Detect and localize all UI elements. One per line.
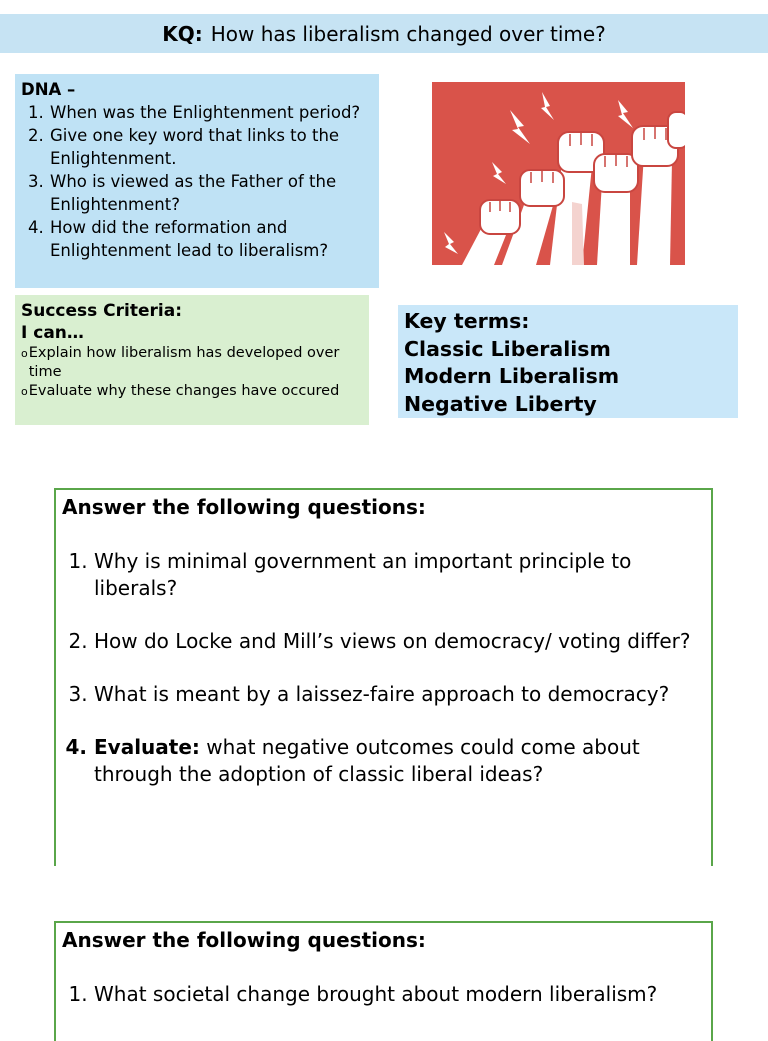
success-criteria-title: Success Criteria: <box>21 301 183 321</box>
kq-text: How has liberalism changed over time? <box>210 21 606 46</box>
success-criteria-text: Evaluate why these changes have occured <box>28 383 340 399</box>
dna-item: 4. How did the reformation and Enlightenment lead to liberalism? <box>49 216 373 262</box>
dna-box <box>15 74 379 288</box>
question-item: 1. What societal change brought about modern liberalism? <box>94 981 705 1008</box>
questions-title: Answer the following questions: <box>62 495 426 519</box>
key-term: Modern Liberalism <box>404 364 620 388</box>
question-item <box>94 734 705 788</box>
questions-box-1 <box>54 488 713 866</box>
questions-list <box>62 548 705 788</box>
key-question-banner <box>0 14 768 53</box>
key-term: Classic Liberalism <box>404 336 611 361</box>
bullet-icon: o <box>21 347 28 360</box>
success-criteria-box <box>15 295 369 425</box>
dna-list <box>21 101 373 262</box>
key-terms-box <box>398 305 738 418</box>
questions-title: Answer the following questions: <box>62 928 426 952</box>
dna-title: DNA – <box>21 80 76 99</box>
success-criteria-item <box>21 344 363 382</box>
questions-list <box>62 981 705 1008</box>
question-item: 2. How do Locke and Mill’s views on democracy/ voting differ? <box>94 628 705 655</box>
dna-item: 3. Who is viewed as the Father of the Enlightenment? <box>49 170 373 216</box>
success-criteria-subtitle: I can… <box>21 323 84 343</box>
bullet-icon: o <box>21 385 28 398</box>
question-item: 3. What is meant by a laissez-faire approach to democracy? <box>94 681 705 708</box>
success-criteria-item <box>21 382 363 401</box>
raised-fists-illustration <box>432 82 685 265</box>
evaluate-text: what negative outcomes could come about through the adoption of classic liberal ideas? <box>94 735 640 786</box>
question-item: 1. Why is minimal government an important principle to liberals? <box>94 548 705 602</box>
key-terms-title: Key terms: <box>404 309 530 333</box>
kq-label: KQ: <box>162 21 203 46</box>
success-criteria-text: Explain how liberalism has developed over time <box>28 345 340 380</box>
key-term: Negative Liberty <box>404 391 597 416</box>
questions-box-2 <box>54 921 713 1041</box>
dna-item: 1. When was the Enlightenment period? <box>49 101 373 124</box>
evaluate-label: Evaluate: <box>94 735 200 759</box>
dna-item: 2. Give one key word that links to the Enlightenment. <box>49 124 373 170</box>
